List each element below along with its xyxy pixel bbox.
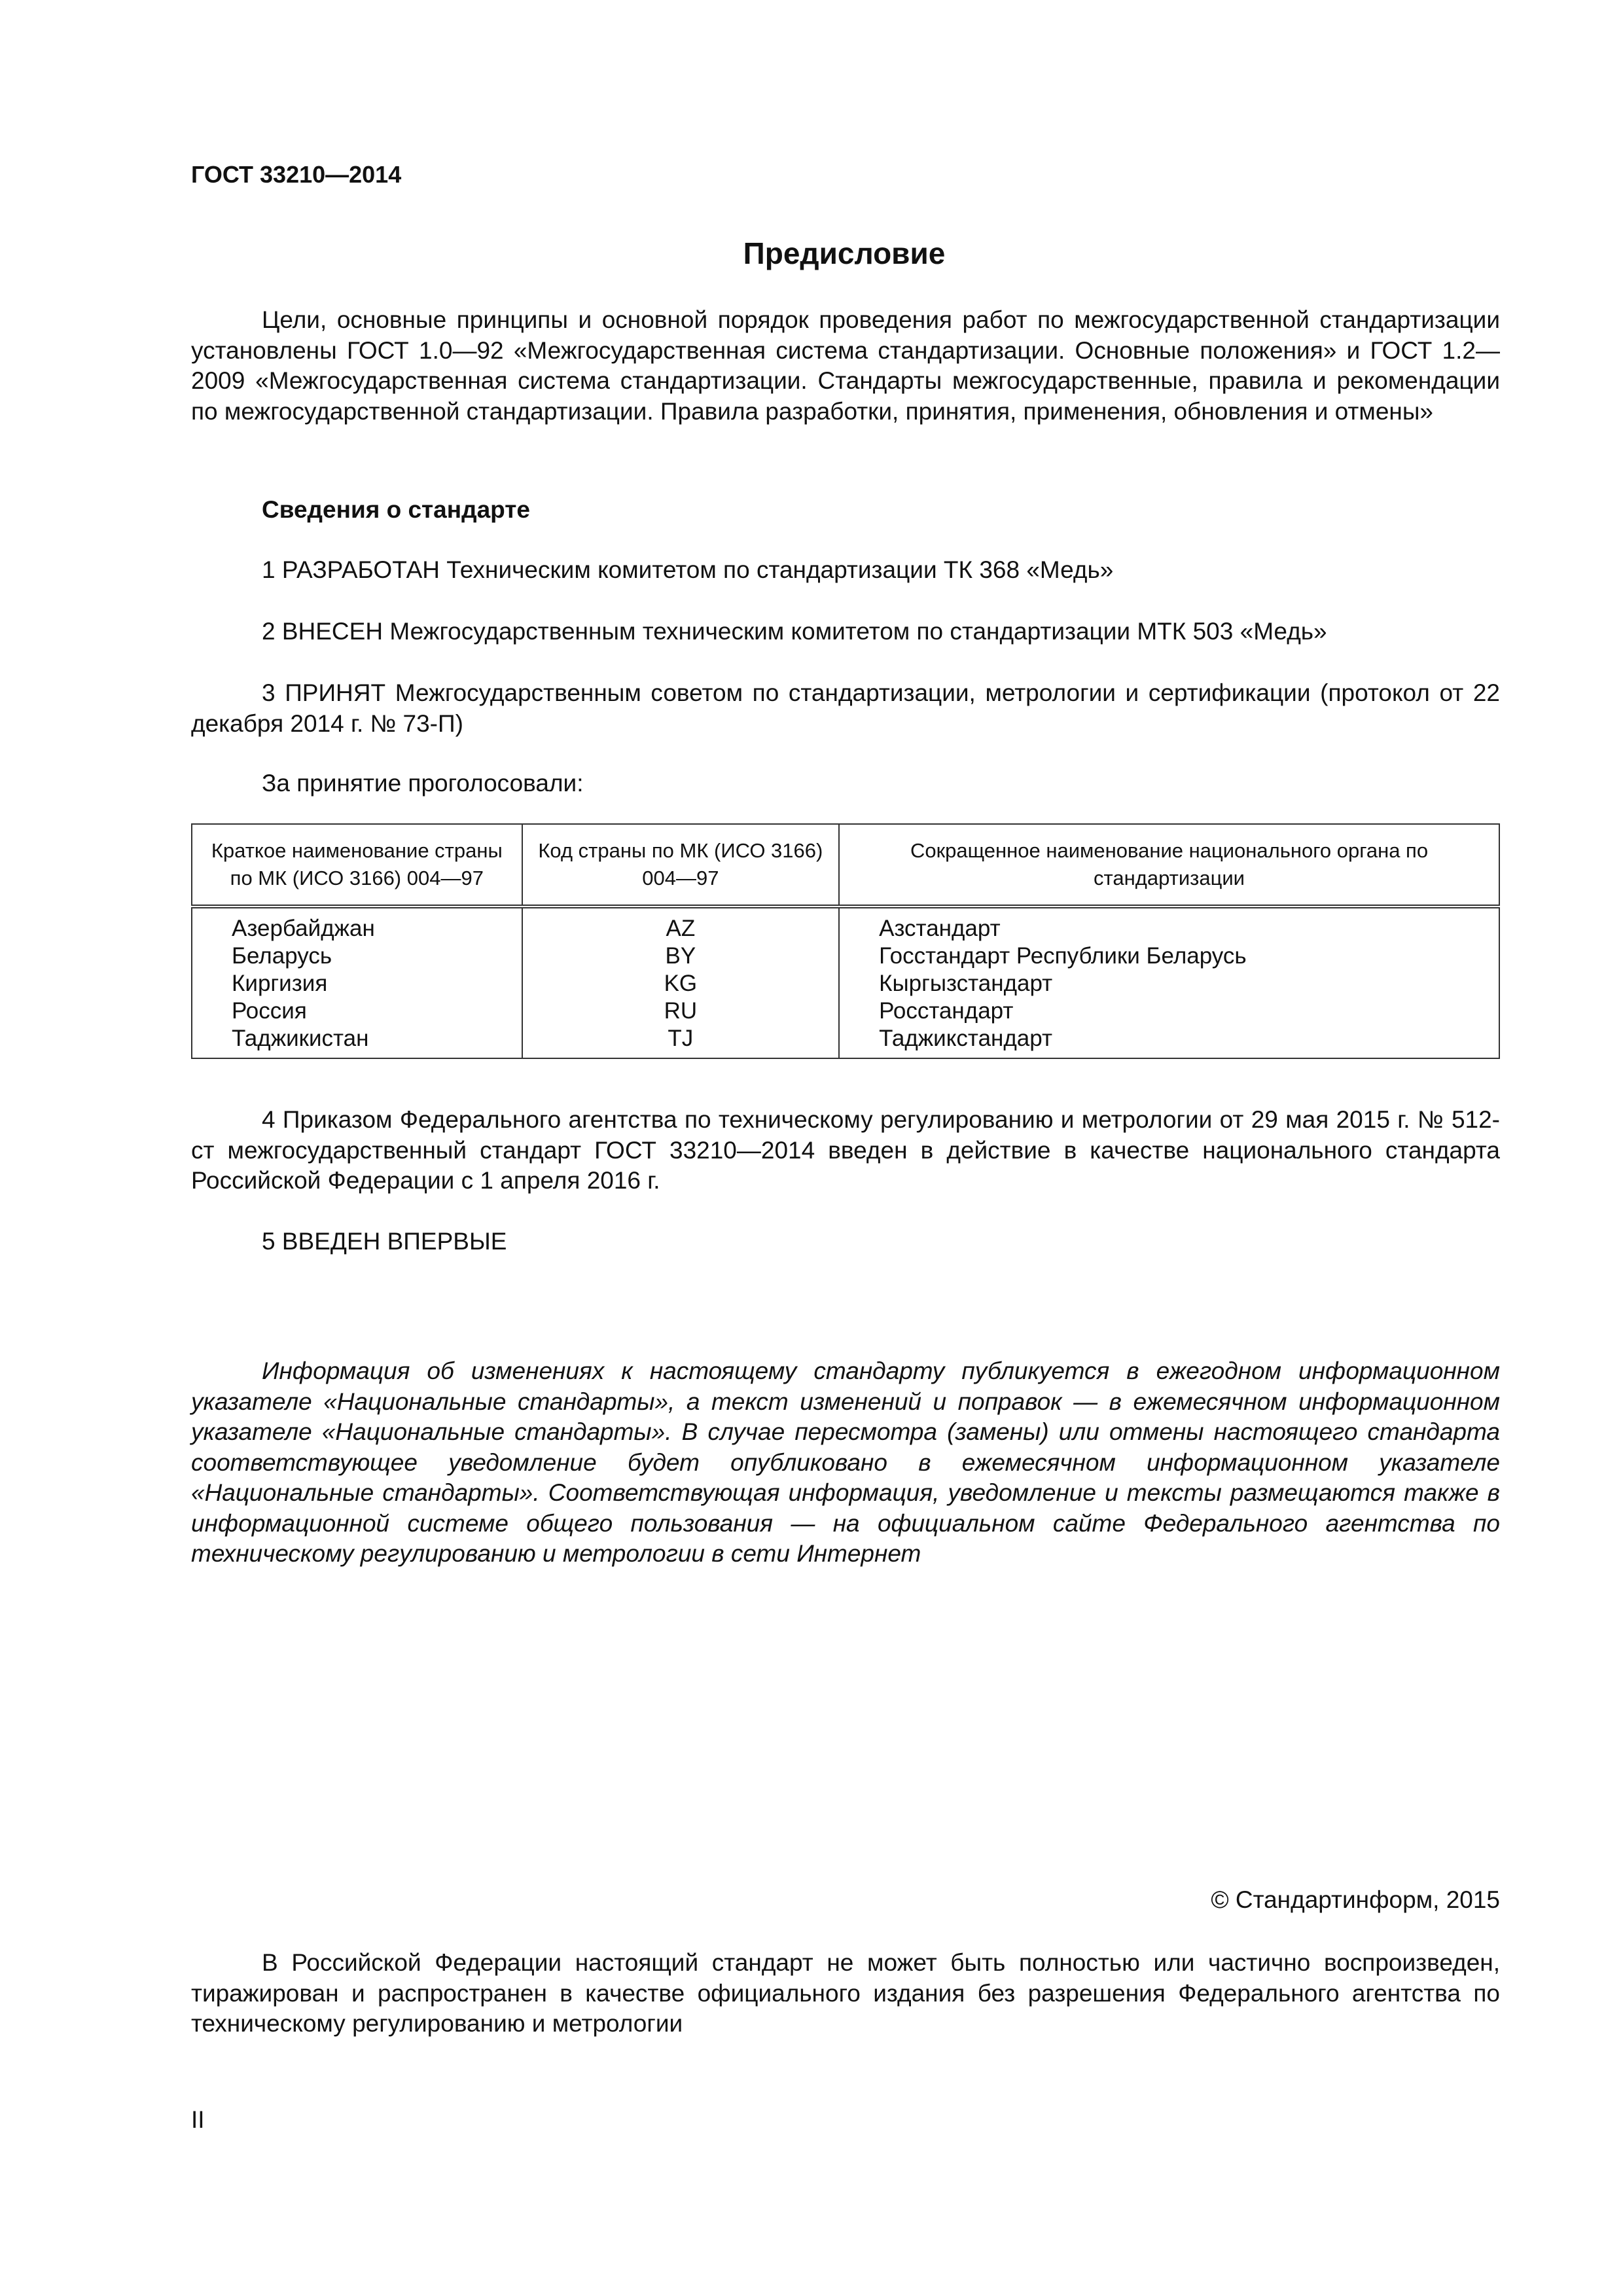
table-row — [192, 942, 1499, 970]
page-title: Предисловие — [743, 236, 946, 270]
national-body: Госстандарт Республики Беларусь — [839, 942, 1499, 970]
country-name: Россия — [192, 997, 522, 1025]
changes-info: Информация об изменениях к настоящему стандарту публикуется в ежегодном информационном указателе «Национальные стандарты», а текст изменений и поправок — в ежемесячном информационном указателе «Национальные стандарты». В случае пересмотра (замены) или отмены настоящего стандарта соответствующее уведомление будет опубликовано в ежемесячном информационном указателе «Национальные стандарты». Соответствующая информация, уведомление и тексты размещаются также в информационной системе общего пользования — на официальном сайте Федерального агентства по техническому регулированию и метрологии в сети Интернет — [191, 1357, 1500, 1567]
country-code: BY — [522, 942, 839, 970]
table-row — [192, 997, 1499, 1025]
voting-table — [191, 823, 1500, 1059]
country-code: KG — [522, 970, 839, 997]
intro-paragraph: Цели, основные принципы и основной порядок проведения работ по межгосударственной стандартизации установлены ГОСТ 1.0—92 «Межгосударственная система стандартизации. Основные положения» и ГОСТ 1.2—2009 «Межгосударственная система стандартизации. Стандарты межгосударственные, правила и рекомендации по межгосударственной стандартизации. Правила разработки, принятия, применения, обновления и отмены» — [191, 306, 1500, 425]
table-header-row — [192, 824, 1499, 906]
national-body: Росстандарт — [839, 997, 1499, 1025]
table-row — [192, 970, 1499, 997]
item-5: 5 ВВЕДЕН ВПЕРВЫЕ — [262, 1228, 507, 1255]
copyright: © Стандартинформ, 2015 — [1211, 1886, 1500, 1913]
country-code: TJ — [522, 1025, 839, 1058]
country-code: AZ — [522, 906, 839, 942]
section-heading: Сведения о стандарте — [262, 496, 530, 523]
vote-intro: За принятие проголосовали: — [262, 770, 584, 797]
country-name: Азербайджан — [192, 906, 522, 942]
country-name: Таджикистан — [192, 1025, 522, 1058]
item-2: 2 ВНЕСЕН Межгосударственным техническим комитетом по стандартизации МТК 503 «Медь» — [262, 618, 1327, 645]
item-4: 4 Приказом Федерального агентства по техническому регулированию и метрологии от 29 мая 2015 г. № 512-ст межгосударственный стандарт ГОСТ 33210—2014 введен в действие в качестве национального стандарта Российской Федерации с 1 апреля 2016 г. — [191, 1106, 1500, 1194]
table-row — [192, 906, 1499, 942]
national-body: Кыргызстандарт — [839, 970, 1499, 997]
header-country-name: Краткое наименование страны по МК (ИСО 3166) 004—97 — [192, 824, 522, 906]
header-national-body: Сокращенное наименование национального органа по стандартизации — [839, 824, 1499, 906]
table-row — [192, 1025, 1499, 1058]
header-country-code: Код страны по МК (ИСО 3166) 004—97 — [522, 824, 839, 906]
item-3: 3 ПРИНЯТ Межгосударственным советом по стандартизации, метрологии и сертификации (протокол от 22 декабря 2014 г. № 73-П) — [191, 679, 1500, 737]
national-body: Азстандарт — [839, 906, 1499, 942]
page-number: II — [191, 2106, 205, 2133]
national-body: Таджикстандарт — [839, 1025, 1499, 1058]
country-code: RU — [522, 997, 839, 1025]
item-1: 1 РАЗРАБОТАН Техническим комитетом по стандартизации ТК 368 «Медь» — [262, 556, 1114, 583]
document-code: ГОСТ 33210—2014 — [191, 161, 402, 188]
country-name: Беларусь — [192, 942, 522, 970]
country-name: Киргизия — [192, 970, 522, 997]
reproduction-notice: В Российской Федерации настоящий стандарт не может быть полностью или частично воспроизведен, тиражирован и распространен в качестве официального издания без разрешения Федерального агентства по техническому регулированию и метрологии — [191, 1949, 1500, 2037]
